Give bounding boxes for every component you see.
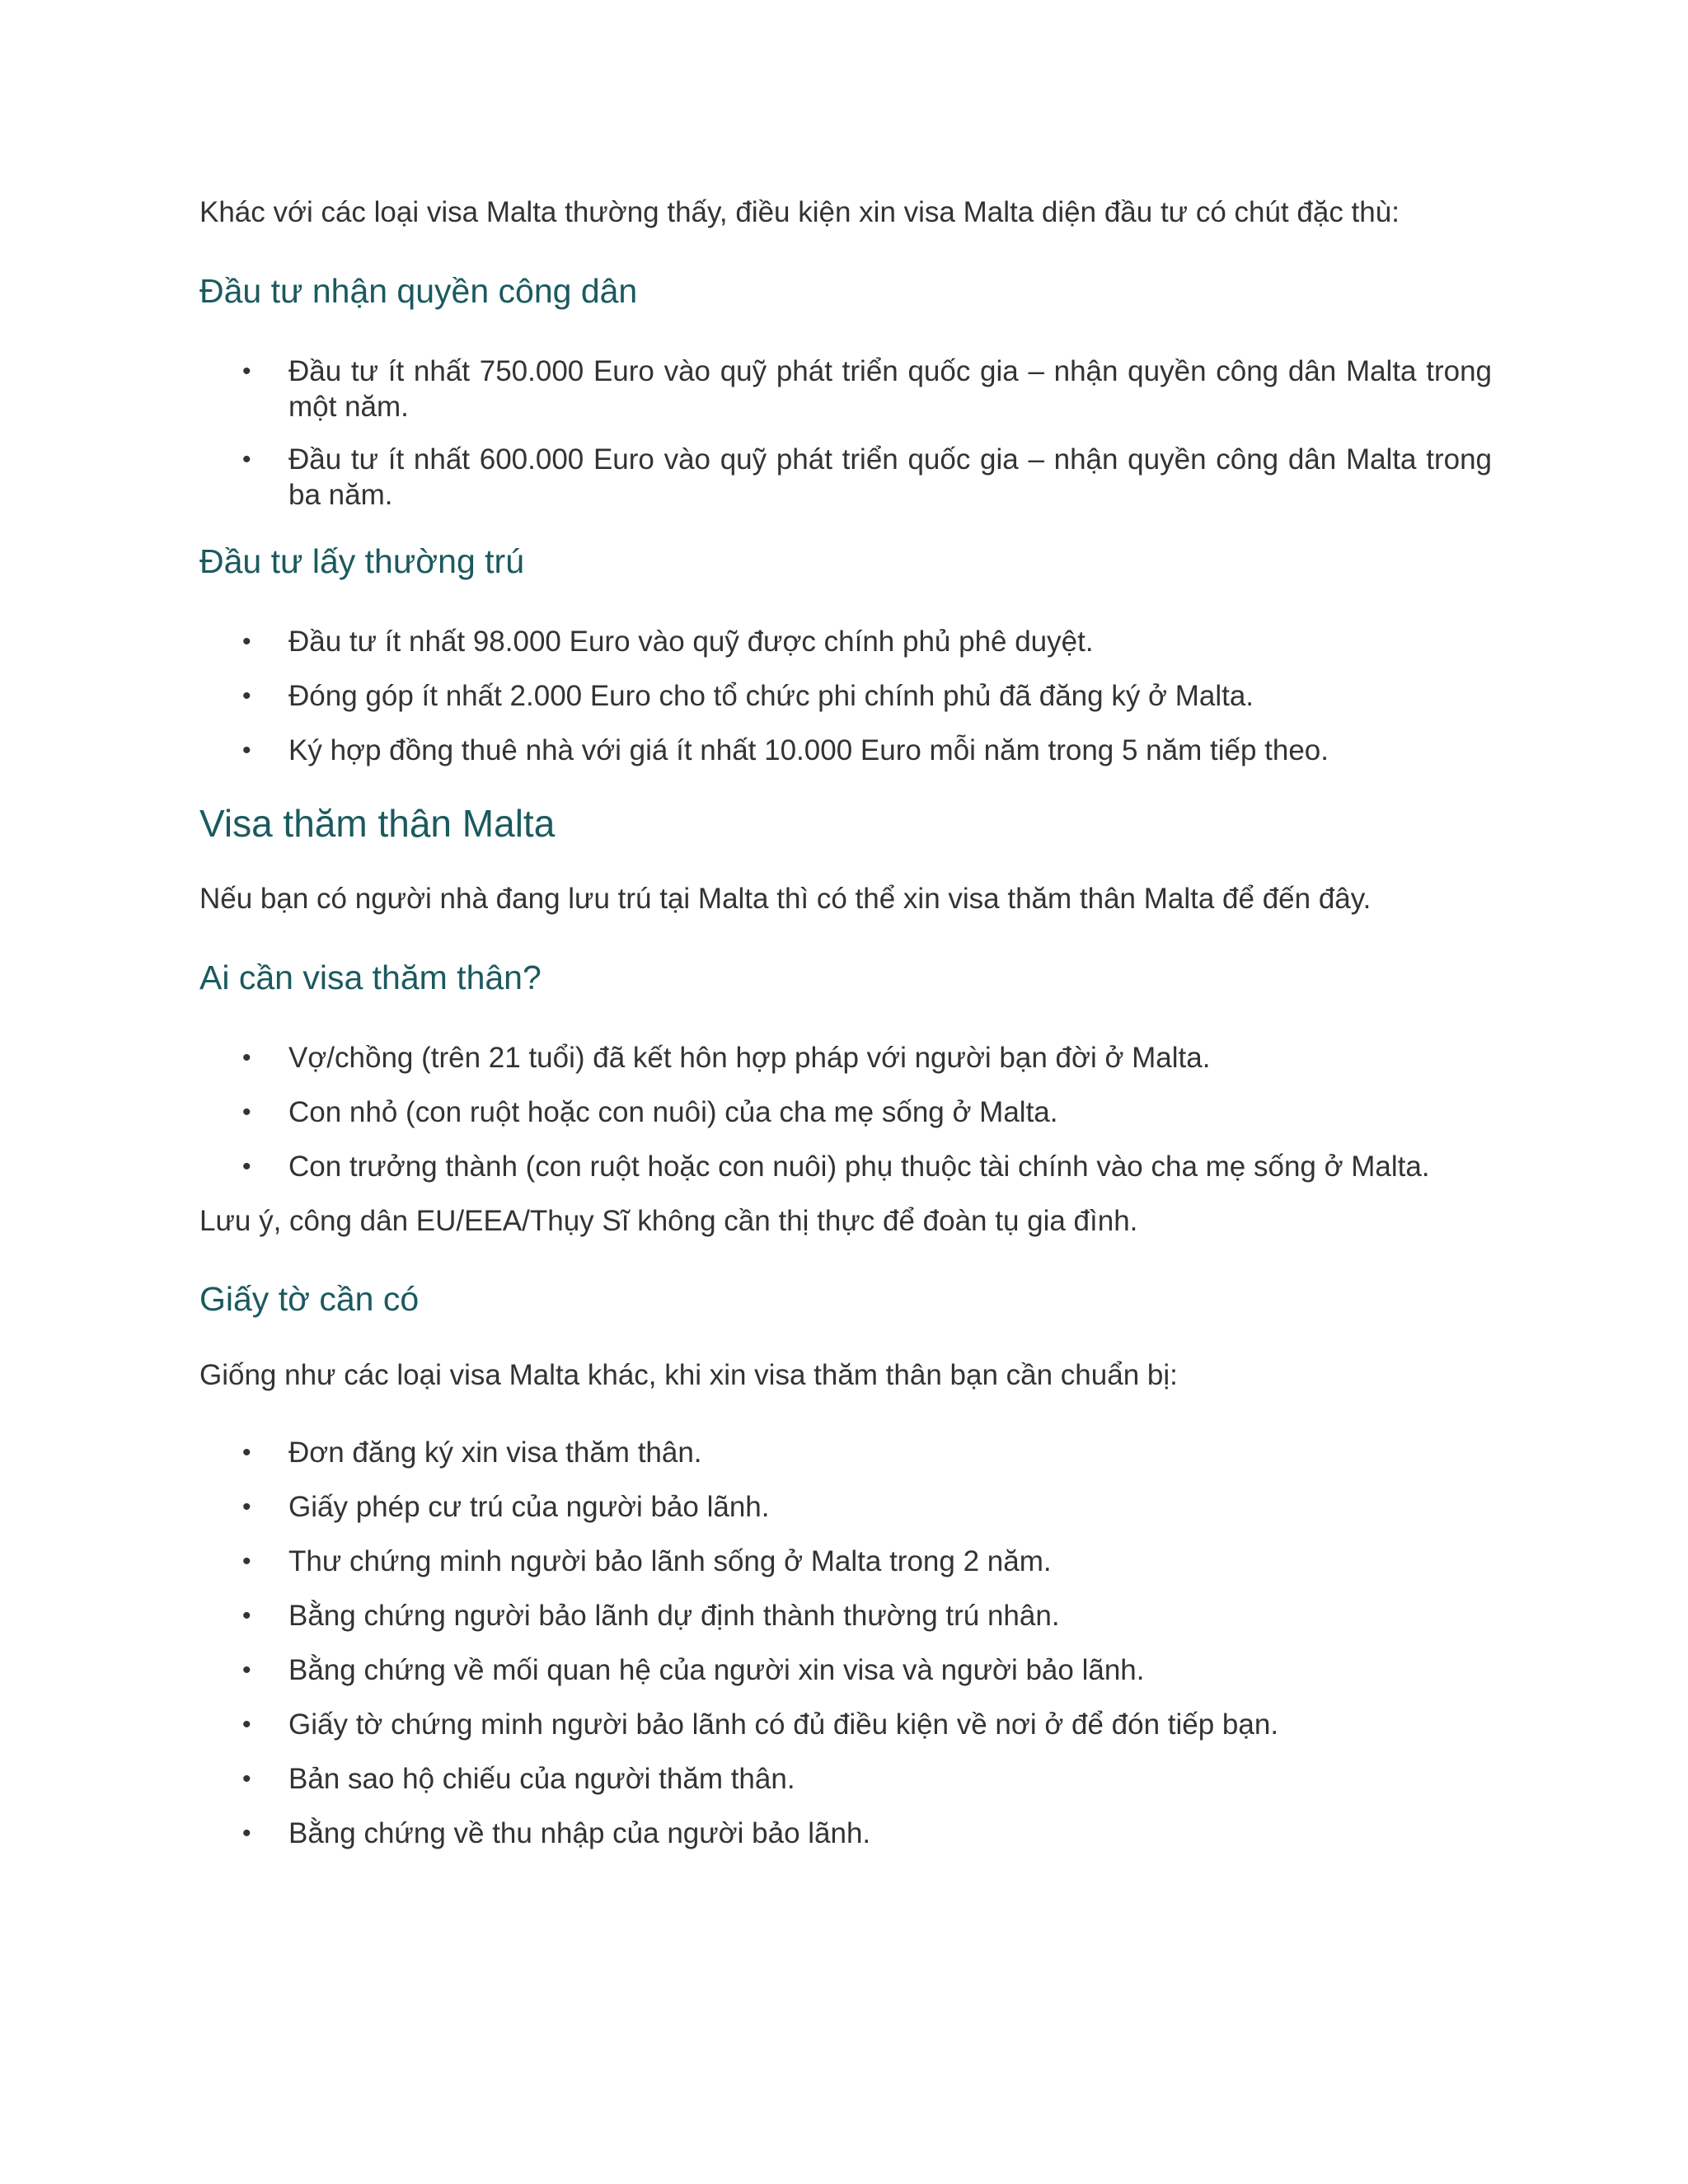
list-item-text: Bằng chứng người bảo lãnh dự định thành thường trú nhân. xyxy=(288,1600,1060,1632)
list-item xyxy=(242,1489,1492,1525)
list-item xyxy=(242,442,1492,513)
list-item xyxy=(242,1816,1492,1851)
bullet-icon: • xyxy=(242,1657,251,1684)
heading-residency: Đầu tư lấy thường trú xyxy=(199,542,525,580)
bullet-icon: • xyxy=(242,1153,251,1180)
bullet-icon: • xyxy=(242,1602,251,1629)
list-item-text: Đầu tư ít nhất 98.000 Euro vào quỹ được chính phủ phê duyệt. xyxy=(288,626,1094,658)
bullet-icon: • xyxy=(242,1493,251,1521)
list-item-text: Bản sao hộ chiếu của người thăm thân. xyxy=(288,1763,795,1795)
list-item-text: Ký hợp đồng thuê nhà với giá ít nhất 10.000 Euro mỗi năm trong 5 năm tiếp theo. xyxy=(288,734,1329,766)
bullet-icon: • xyxy=(242,1548,251,1575)
list-item-text: Giấy phép cư trú của người bảo lãnh. xyxy=(288,1491,770,1523)
list-item-text: Con trưởng thành (con ruột hoặc con nuôi) phụ thuộc tài chính vào cha mẹ sống ở Malta. xyxy=(288,1151,1430,1183)
heading-family-visa: Visa thăm thân Malta xyxy=(199,802,556,845)
list-item xyxy=(242,1544,1492,1579)
bullet-icon: • xyxy=(242,1820,251,1847)
heading-who-needs: Ai cần visa thăm thân? xyxy=(199,958,542,996)
bullet-icon: • xyxy=(242,1711,251,1738)
list-item xyxy=(242,1149,1492,1184)
list-item-text: Thư chứng minh người bảo lãnh sống ở Malta trong 2 năm. xyxy=(288,1545,1052,1577)
bullet-icon: • xyxy=(242,737,251,764)
intro-paragraph: Khác với các loại visa Malta thường thấy, điều kiện xin visa Malta diện đầu tư có chút đặc thù: xyxy=(199,196,1400,228)
list-item-text: Đầu tư ít nhất 750.000 Euro vào quỹ phát triển quốc gia – nhận quyền công dân Malta trong một năm. xyxy=(288,355,1492,423)
bullet-icon: • xyxy=(242,1099,251,1126)
list-item-text: Đơn đăng ký xin visa thăm thân. xyxy=(288,1436,702,1469)
list-item xyxy=(242,1707,1492,1742)
list-item-text: Con nhỏ (con ruột hoặc con nuôi) của cha mẹ sống ở Malta. xyxy=(288,1096,1058,1128)
bullet-icon: • xyxy=(242,358,251,385)
bullet-icon: • xyxy=(242,1044,251,1071)
list-item xyxy=(242,733,1492,768)
list-item-text: Giấy tờ chứng minh người bảo lãnh có đủ điều kiện về nơi ở để đón tiếp bạn. xyxy=(288,1708,1279,1741)
bullet-icon: • xyxy=(242,1439,251,1466)
bullet-icon: • xyxy=(242,446,251,473)
list-item xyxy=(242,1761,1492,1797)
note-paragraph: Lưu ý, công dân EU/EEA/Thụy Sĩ không cần thị thực để đoàn tụ gia đình. xyxy=(199,1205,1138,1237)
bullet-icon: • xyxy=(242,628,251,655)
list-item-text: Đóng góp ít nhất 2.000 Euro cho tổ chức phi chính phủ đã đăng ký ở Malta. xyxy=(288,680,1254,712)
list-item xyxy=(242,678,1492,714)
bullet-icon: • xyxy=(242,682,251,710)
heading-documents: Giấy tờ cần có xyxy=(199,1280,420,1318)
list-item-text: Bằng chứng về mối quan hệ của người xin visa và người bảo lãnh. xyxy=(288,1654,1145,1686)
list-item xyxy=(242,354,1492,424)
list-item-text: Đầu tư ít nhất 600.000 Euro vào quỹ phát triển quốc gia – nhận quyền công dân Malta trong ba năm. xyxy=(288,443,1492,511)
heading-citizenship: Đầu tư nhận quyền công dân xyxy=(199,272,638,310)
list-item xyxy=(242,624,1492,659)
bullet-icon: • xyxy=(242,1765,251,1793)
documents-intro: Giống như các loại visa Malta khác, khi xin visa thăm thân bạn cần chuẩn bị: xyxy=(199,1359,1178,1391)
list-item-text: Vợ/chồng (trên 21 tuổi) đã kết hôn hợp pháp với người bạn đời ở Malta. xyxy=(288,1042,1211,1074)
family-visa-intro: Nếu bạn có người nhà đang lưu trú tại Malta thì có thể xin visa thăm thân Malta để đến đây. xyxy=(199,883,1372,915)
list-item xyxy=(242,1435,1492,1470)
list-item xyxy=(242,1094,1492,1130)
list-item xyxy=(242,1652,1492,1688)
list-item xyxy=(242,1040,1492,1076)
list-item xyxy=(242,1598,1492,1633)
list-item-text: Bằng chứng về thu nhập của người bảo lãnh. xyxy=(288,1817,871,1849)
